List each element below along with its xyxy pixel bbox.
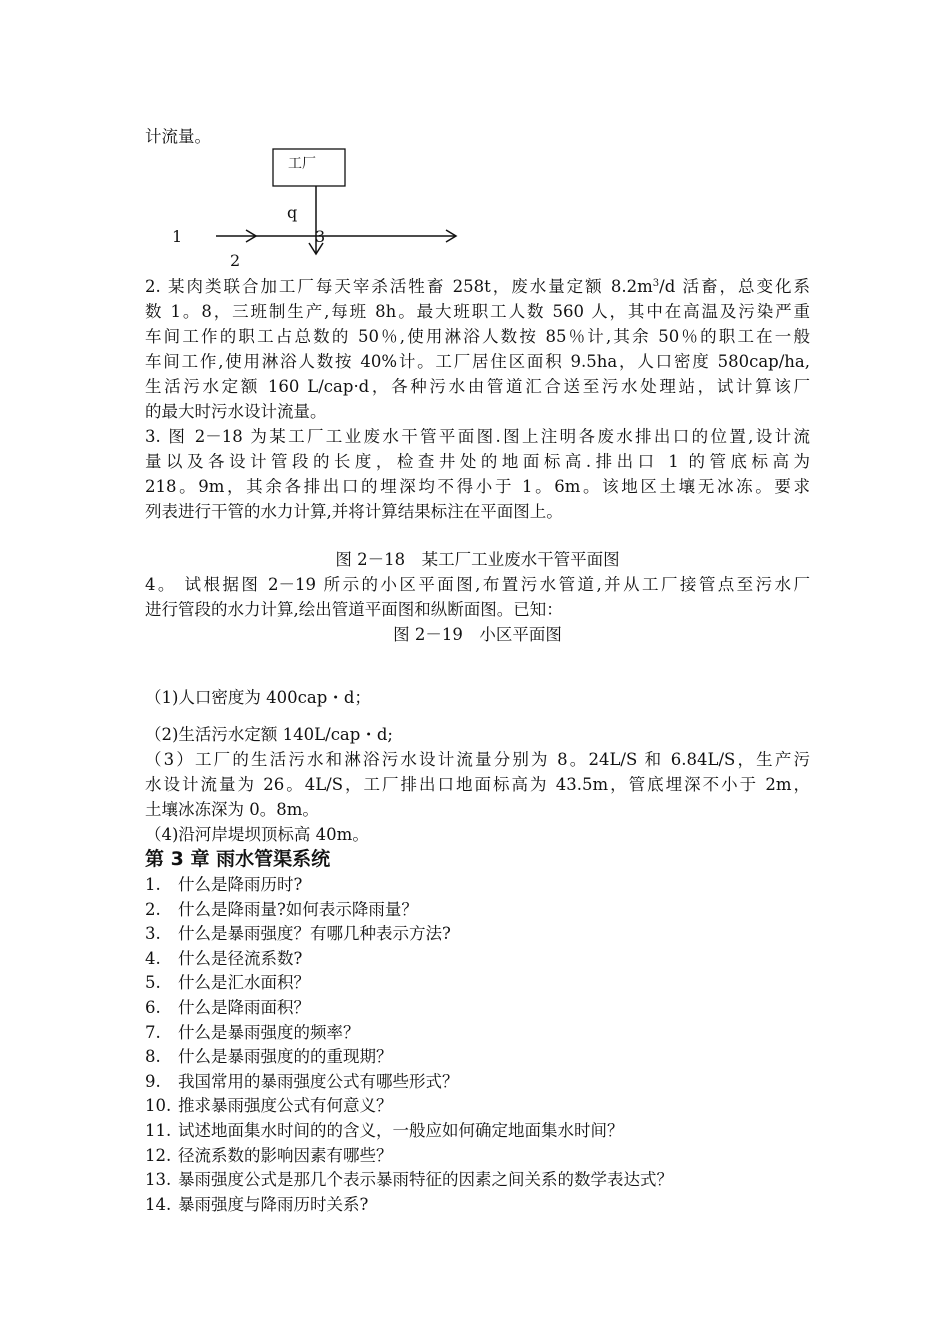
question-number: 13. — [145, 1170, 172, 1190]
condition-1: （1)人口密度为 400cap・d； — [145, 688, 371, 707]
question-text: 什么是降雨历时? — [178, 875, 303, 894]
pipe-junction-diagram — [160, 142, 480, 272]
question-text: 什么是暴雨强度的频率？ — [178, 1022, 360, 1042]
question-number: 7. — [145, 1022, 161, 1042]
question-item — [145, 970, 810, 995]
node-label-3: 3 — [315, 227, 326, 246]
condition-3-line-3: 土壤冰冻深为 0。8m。 — [145, 800, 319, 819]
question-number: 9. — [145, 1071, 161, 1091]
question-text: 什么是降雨量?如何表示降雨量？ — [178, 899, 418, 919]
question-number: 12. — [145, 1145, 172, 1165]
problem2-line-2: 数 1。8，三班制生产,每班 8h。最大班职工人数 560 人，其中在高温及污染严重 — [145, 302, 810, 321]
question-number: 10. — [145, 1096, 172, 1116]
problem2-line-4: 车间工作,使用淋浴人数按 40%计。工厂居住区面积 9.5ha，人口密度 580cap/ha, — [145, 352, 810, 371]
question-item — [145, 995, 810, 1020]
question-item — [145, 1020, 810, 1045]
problem2-text-a: 2. 某肉类联合加工厂每天宰杀活牲畜 258t，废水量定额 8.2m — [145, 277, 653, 296]
problem3-line-1: 3. 图 2－18 为某工厂工业废水干管平面图.图上注明各废水排出口的位置,设计流 — [145, 427, 810, 446]
problem2-line-5: 生活污水定额 160 L/cap·d，各种污水由管道汇合送至污水处理站，试计算该厂 — [145, 377, 810, 396]
question-item — [145, 1093, 810, 1118]
question-item — [145, 1167, 810, 1192]
question-number: 5. — [145, 973, 161, 993]
problem2-text-b: /d 活畜，总变化系 — [659, 277, 810, 296]
question-number: 8. — [145, 1047, 161, 1067]
node-label-2: 2 — [230, 251, 241, 270]
question-number: 3. — [145, 924, 161, 944]
question-text: 暴雨强度公式是那几个表示暴雨特征的因素之间关系的数学表达式？ — [178, 1170, 673, 1190]
question-number: 14. — [145, 1194, 172, 1214]
figure-2-19-caption: 图 2－19 小区平面图 — [393, 625, 562, 644]
question-item — [145, 1143, 810, 1168]
question-text: 暴雨强度与降雨历时关系? — [178, 1194, 369, 1214]
factory-label: 工厂 — [288, 156, 316, 172]
question-text: 试述地面集水时间的的含义，一般应如何确定地面集水时间？ — [178, 1121, 624, 1140]
question-number: 11. — [145, 1121, 172, 1140]
question-item — [145, 1118, 810, 1143]
problem2-line-3: 车间工作的职工占总数的 50％,使用淋浴人数按 85％计,其余 50％的职工在一般 — [145, 327, 810, 346]
flow-label-q: q — [287, 203, 298, 222]
question-text: 什么是汇水面积？ — [178, 973, 310, 993]
question-item — [145, 1044, 810, 1069]
condition-3-line-1: （3）工厂的生活污水和淋浴污水设计流量分别为 8。24L/S 和 6.84L/S，生产污 — [145, 750, 810, 769]
problem2-line-6: 的最大时污水设计流量。 — [145, 402, 327, 421]
condition-4: （4)沿河岸堤坝顶标高 40m。 — [145, 825, 369, 844]
question-number: 4. — [145, 948, 161, 968]
question-item — [145, 897, 810, 922]
problem3-line-2: 量以及各设计管段的长度，检查井处的地面标高.排出口 1 的管底标高为 — [145, 452, 810, 471]
problem4-line-1: 4。 试根据图 2－19 所示的小区平面图,布置污水管道,并从工厂接管点至污水厂 — [145, 575, 810, 594]
node-label-1: 1 — [172, 227, 183, 246]
question-number: 2. — [145, 899, 161, 919]
problem3-line-4: 列表进行干管的水力计算,并将计算结果标注在平面图上。 — [145, 502, 563, 521]
chapter-3-title: 第 3 章 雨水管渠系统 — [145, 848, 331, 870]
question-text: 径流系数的影响因素有哪些？ — [178, 1145, 393, 1165]
problem2-superscript: 3 — [652, 278, 660, 289]
question-text: 什么是暴雨强度？有哪几种表示方法? — [178, 924, 451, 944]
problem3-line-3: 218。9m，其余各排出口的埋深均不得小于 1。6m。该地区土壤无冰冻。要求 — [145, 477, 810, 496]
problem2-line-1 — [145, 274, 810, 299]
condition-3-line-2: 水设计流量为 26。4L/S，工厂排出口地面标高为 43.5m，管底埋深不小于 2m， — [145, 775, 810, 794]
question-item — [145, 1192, 810, 1217]
question-number: 6. — [145, 998, 161, 1017]
question-text: 什么是降雨面积？ — [178, 998, 310, 1017]
question-text: 推求暴雨强度公式有何意义？ — [178, 1096, 393, 1116]
question-item — [145, 1069, 810, 1094]
question-number: 1. — [145, 875, 161, 894]
intro-tail-text: 计流量。 — [145, 127, 211, 146]
problem4-line-2: 进行管段的水力计算,绘出管道平面图和纵断面图。已知： — [145, 600, 563, 619]
question-item — [145, 946, 810, 971]
condition-2: （2)生活污水定额 140L/cap・d; — [145, 725, 393, 744]
question-text: 什么是暴雨强度的的重现期？ — [178, 1047, 393, 1067]
question-text: 我国常用的暴雨强度公式有哪些形式？ — [178, 1071, 459, 1091]
question-item — [145, 872, 810, 897]
question-text: 什么是径流系数? — [178, 948, 303, 968]
figure-2-18-caption: 图 2－18 某工厂工业废水干管平面图 — [335, 550, 620, 569]
question-item — [145, 921, 810, 946]
